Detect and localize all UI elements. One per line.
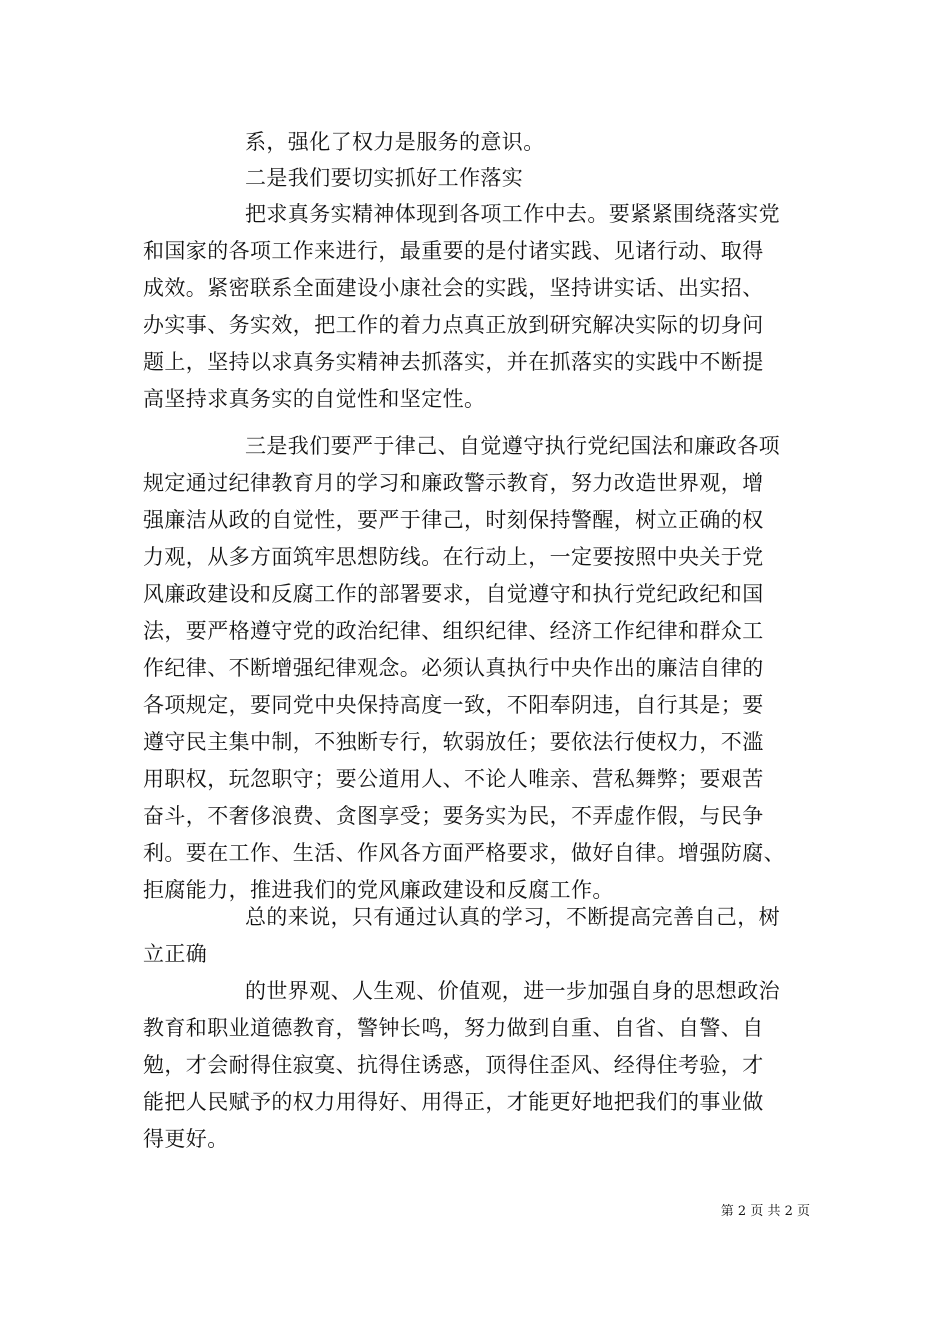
text-line: 作纪律、不断增强纪律观念。必须认真执行中央作出的廉洁自律的 [143,656,764,680]
page-number-footer: 第 2 页 共 2 页 [720,1204,810,1219]
text-line: 成效。紧密联系全面建设小康社会的实践，坚持讲实话、出实招、 [143,276,764,300]
text-line: 拒腐能力，推进我们的党风廉政建设和反腐工作。 [143,878,614,902]
text-line: 法，要严格遵守党的政治纪律、组织纪律、经济工作纪律和群众工 [143,619,764,643]
text-line: 得更好。 [143,1127,229,1151]
text-line: 用职权，玩忽职守；要公道用人、不论人唯亲、营私舞弊；要艰苦 [143,767,764,791]
text-line: 三是我们要严于律己、自觉遵守执行党纪国法和廉政各项 [245,434,780,458]
text-line: 和国家的各项工作来进行，最重要的是付诸实践、见诸行动、取得 [143,239,764,263]
text-line: 题上，坚持以求真务实精神去抓落实，并在抓落实的实践中不断提 [143,350,764,374]
text-line: 利。要在工作、生活、作风各方面严格要求，做好自律。增强防腐、 [143,841,785,865]
text-line: 教育和职业道德教育，警钟长鸣，努力做到自重、自省、自警、自 [143,1016,764,1040]
text-line: 勉，才会耐得住寂寞、抗得住诱惑，顶得住歪风、经得住考验，才 [143,1053,764,1077]
text-line: 立正确 [143,942,208,966]
text-line: 高坚持求真务实的自觉性和坚定性。 [143,387,486,411]
text-line: 风廉政建设和反腐工作的部署要求，自觉遵守和执行党纪政纪和国 [143,582,764,606]
text-line: 各项规定，要同党中央保持高度一致，不阳奉阴违，自行其是；要 [143,693,764,717]
text-line: 办实事、务实效，把工作的着力点真正放到研究解决实际的切身问 [143,313,764,337]
text-line: 能把人民赋予的权力用得好、用得正，才能更好地把我们的事业做 [143,1090,764,1114]
text-line: 强廉洁从政的自觉性，要严于律己，时刻保持警醒，树立正确的权 [143,508,764,532]
section-heading: 二是我们要切实抓好工作落实 [245,166,524,190]
text-line: 把求真务实精神体现到各项工作中去。要紧紧围绕落实党 [245,202,780,226]
text-line: 奋斗，不奢侈浪费、贪图享受；要务实为民，不弄虚作假，与民争 [143,804,764,828]
text-line: 的世界观、人生观、价值观，进一步加强自身的思想政治 [245,979,780,1003]
text-line: 系，强化了权力是服务的意识。 [245,130,545,154]
text-line: 力观，从多方面筑牢思想防线。在行动上，一定要按照中央关于党 [143,545,764,569]
text-line: 总的来说，只有通过认真的学习，不断提高完善自己，树 [245,905,780,929]
text-line: 规定通过纪律教育月的学习和廉政警示教育，努力改造世界观，增 [143,471,764,495]
text-line: 遵守民主集中制，不独断专行，软弱放任；要依法行使权力，不滥 [143,730,764,754]
